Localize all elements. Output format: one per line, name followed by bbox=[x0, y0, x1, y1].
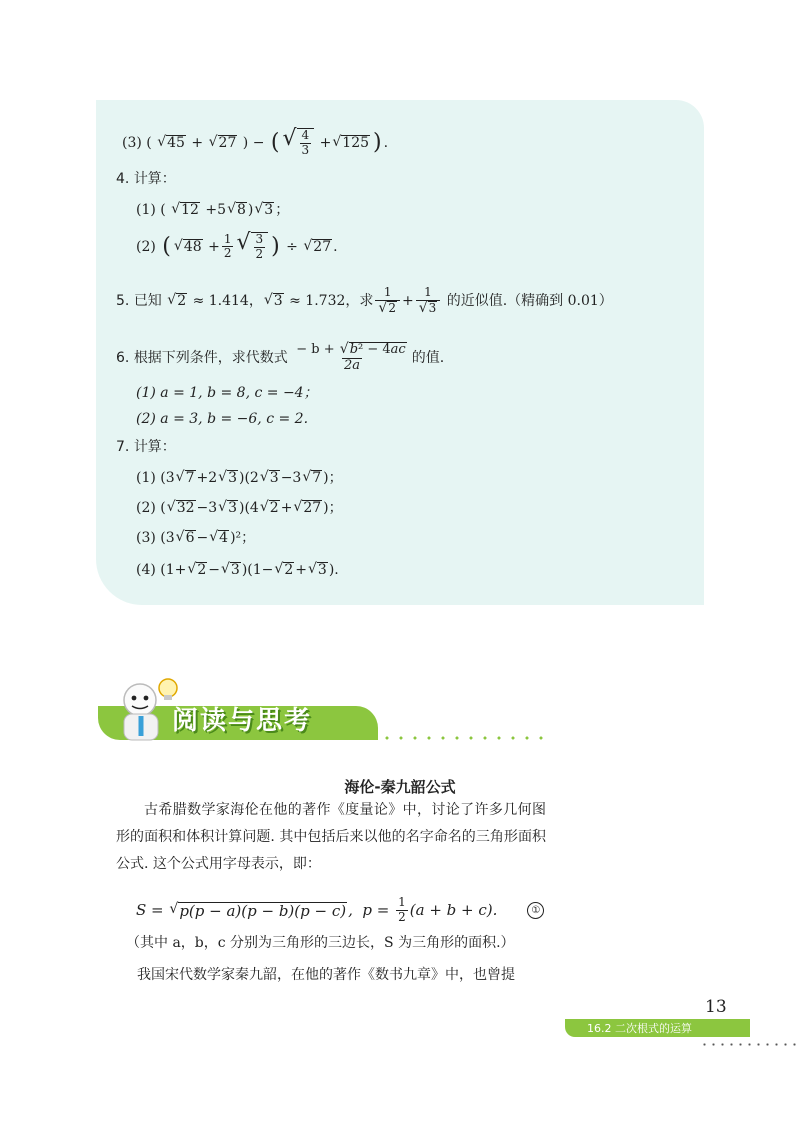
question-4-1: (1) ( √ 12 +5 √ 8 ) √ 3 ； bbox=[136, 201, 290, 219]
exercise-3-3: (3) ( √ 45 + √ 27 ) − ( √ $\frac{4}{3}$ + √ 125 ) . bbox=[122, 126, 389, 157]
item-label: (1) bbox=[136, 470, 156, 487]
item-label: (4) bbox=[136, 562, 156, 579]
item-label: (1) bbox=[136, 202, 156, 219]
question-text: 计算： bbox=[133, 171, 176, 187]
question-7-4: (4) (1+ √ 2 − √ 3 )(1− √ 2 + √ 3 ). bbox=[136, 561, 339, 579]
header-dots bbox=[380, 736, 550, 740]
question-5: 5. 已知 √ 2 ≈ 1.414， √ 3 ≈ 1.732，求 1 √ 2 + 1 √ 3 的近似值.（精确到 0.01） bbox=[116, 285, 613, 316]
question-6-1: (1) a = 1, b = 8, c = −4； bbox=[136, 385, 318, 401]
item-label: (3) bbox=[136, 530, 156, 547]
question-7-3: (3) (3 √ 6 − √ 4 )²； bbox=[136, 529, 256, 547]
question-number: 6. bbox=[116, 349, 130, 366]
question-6: 6. 根据下列条件，求代数式 − b + √ b² − 4ac 2a 的值. bbox=[116, 341, 445, 373]
question-text: ≈ 1.732，求 bbox=[289, 292, 374, 309]
reading-paragraph-1: 古希腊数学家海伦在他的著作《度量论》中，讨论了许多几何图形的面积和体积计算问题. 其中包括后来以他的名字命名的三角形面积公式. 这个公式用字母表示，即： bbox=[116, 802, 546, 872]
question-number: 7. bbox=[116, 439, 130, 455]
item-label: (3) bbox=[122, 134, 142, 151]
question-7-2: (2) ( √ 32 −3 √ 3 )(4 √ 2 + √ 27 )； bbox=[136, 499, 343, 517]
formula-number: ① bbox=[527, 902, 544, 919]
question-text: 已知 bbox=[133, 292, 162, 309]
question-text: ≈ 1.414， bbox=[192, 292, 263, 309]
question-text: 根据下列条件，求代数式 bbox=[133, 349, 288, 366]
question-text: 的值. bbox=[411, 349, 445, 366]
page-number: 13 bbox=[705, 997, 727, 1017]
reading-paragraph-2: （其中 a，b，c 分别为三角形的三边长，S 为三角形的面积.） bbox=[126, 935, 515, 951]
question-number: 5. bbox=[116, 292, 130, 309]
question-text: 的近似值.（精确到 0.01） bbox=[446, 292, 613, 309]
item-label: (2) bbox=[136, 238, 156, 255]
section-header-title: 阅读与思考 bbox=[172, 706, 313, 736]
question-4 bbox=[116, 172, 176, 186]
thinker-mascot-icon bbox=[112, 676, 178, 746]
reading-title: 海伦-秦九韶公式 bbox=[344, 778, 456, 796]
footer-dots bbox=[700, 1043, 800, 1046]
question-6-2: (2) a = 3, b = −6, c = 2. bbox=[136, 411, 309, 427]
item-label: (2) bbox=[136, 500, 156, 517]
question-4-2: (2) ( √ 48 + $\frac{1}{2}$ √ $\frac{3}{2}$ ) ÷ √ 27 . bbox=[136, 230, 338, 261]
question-text: 计算： bbox=[133, 439, 176, 455]
reading-paragraph-3: 我国宋代数学家秦九韶，在他的著作《数书九章》中，也曾提 bbox=[137, 967, 515, 983]
question-7-1: (1) (3 √ 7 +2 √ 3 )(2 √ 3 −3 √ 7 )； bbox=[136, 469, 343, 487]
question-7 bbox=[116, 440, 176, 454]
heron-formula: S = √ p(p − a)(p − b)(p − c) , p = $\frac{1}{2}$ (a + b + c). ① bbox=[136, 896, 544, 925]
footer-section-label: 16.2 二次根式的运算 bbox=[565, 1019, 750, 1037]
question-number: 4. bbox=[116, 171, 130, 187]
